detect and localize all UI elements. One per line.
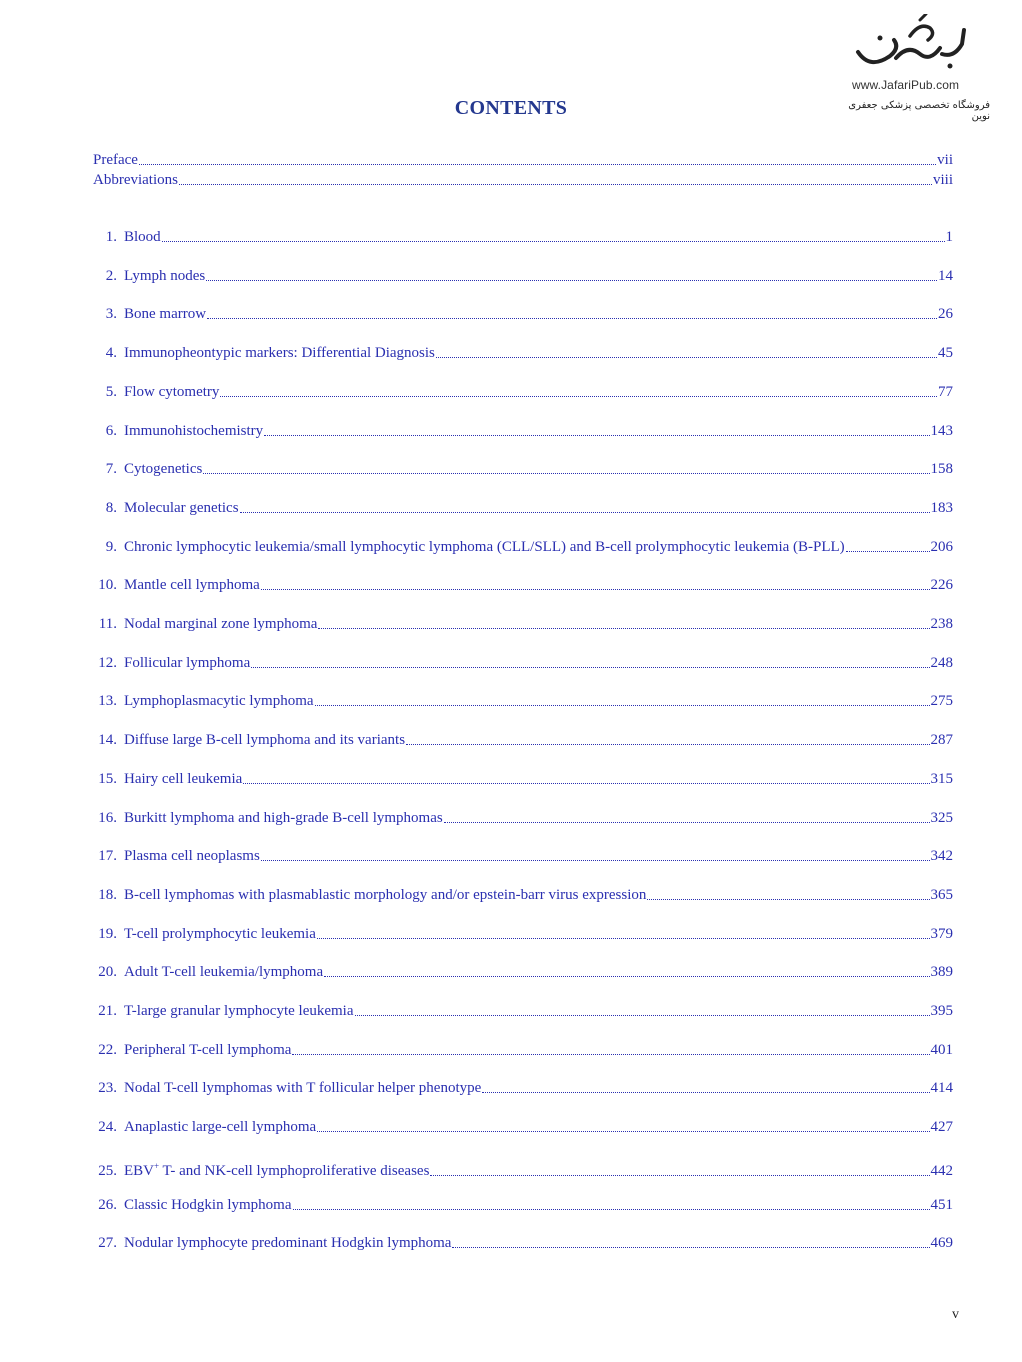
chapter-number: 2. bbox=[105, 267, 117, 284]
chapter-number: 19. bbox=[98, 925, 117, 942]
toc-chapter-entry[interactable] bbox=[93, 809, 953, 827]
toc-chapter-entry[interactable] bbox=[93, 576, 953, 594]
logo-url: www.JafariPub.com bbox=[852, 78, 960, 92]
chapter-number: 10. bbox=[98, 577, 117, 594]
entry-title[interactable]: Burkitt lymphoma and high-grade B-cell lymphomas bbox=[124, 809, 443, 826]
dot-leader bbox=[203, 469, 929, 474]
toc-chapter-entry[interactable] bbox=[93, 692, 953, 710]
chapter-number: 22. bbox=[98, 1041, 117, 1058]
entry-page-number: 389 bbox=[930, 964, 953, 981]
entry-title[interactable]: Immunopheontypic markers: Differential Diagnosis bbox=[124, 345, 435, 362]
toc-chapter-entry[interactable] bbox=[93, 925, 953, 943]
entry-title[interactable]: Lymphoplasmacytic lymphoma bbox=[124, 693, 314, 710]
entry-page-number: 365 bbox=[930, 886, 953, 903]
toc-chapter-entry[interactable] bbox=[93, 1196, 953, 1214]
dot-leader bbox=[243, 779, 929, 784]
chapter-number: 7. bbox=[105, 461, 117, 478]
chapter-number: 27. bbox=[98, 1235, 117, 1252]
toc-chapter-entry[interactable] bbox=[93, 1157, 953, 1180]
entry-title[interactable]: Bone marrow bbox=[124, 306, 207, 323]
dot-leader bbox=[406, 740, 929, 745]
chapter-number: 15. bbox=[98, 770, 117, 787]
entry-page-number: 226 bbox=[930, 577, 953, 594]
entry-page-number: 77 bbox=[938, 383, 953, 400]
entry-page-number: 395 bbox=[930, 1003, 953, 1019]
chapter-number: 23. bbox=[98, 1080, 117, 1097]
dot-leader bbox=[220, 392, 937, 397]
entry-title[interactable]: Nodal marginal zone lymphoma bbox=[124, 616, 318, 632]
entry-title[interactable]: Nodular lymphocyte predominant Hodgkin lymphoma bbox=[124, 1235, 452, 1252]
entry-title[interactable]: Blood bbox=[124, 229, 161, 245]
dot-leader bbox=[162, 237, 945, 242]
dot-leader bbox=[430, 1171, 929, 1176]
entry-title[interactable]: Chronic lymphocytic leukemia/small lymphocytic lymphoma (CLL/SLL) and B-cell prolymphocytic leukemia (B-PLL) bbox=[124, 538, 845, 555]
entry-page-number: viii bbox=[932, 172, 953, 188]
toc-chapter-entry[interactable] bbox=[93, 383, 953, 401]
entry-page-number: 238 bbox=[930, 616, 953, 632]
dot-leader bbox=[179, 180, 932, 185]
entry-title[interactable]: Anaplastic large-cell lymphoma bbox=[124, 1119, 317, 1136]
entry-title[interactable]: Hairy cell leukemia bbox=[124, 770, 243, 787]
toc-chapter-entry[interactable] bbox=[93, 1118, 953, 1136]
chapter-number: 13. bbox=[98, 693, 117, 710]
entry-page-number: 206 bbox=[930, 538, 953, 555]
calligraphy-logo-icon bbox=[850, 14, 970, 74]
toc-chapter-entry[interactable] bbox=[93, 886, 953, 904]
entry-title[interactable]: T-large granular lymphocyte leukemia bbox=[124, 1003, 354, 1019]
entry-page-number: 1 bbox=[945, 229, 953, 245]
dot-leader bbox=[444, 818, 930, 823]
entry-page-number: 469 bbox=[930, 1235, 953, 1252]
dot-leader bbox=[324, 972, 929, 977]
entry-page-number: 315 bbox=[930, 770, 953, 787]
dot-leader bbox=[293, 1205, 930, 1210]
toc-chapter-entry[interactable] bbox=[93, 615, 953, 633]
entry-title[interactable]: Plasma cell neoplasms bbox=[124, 848, 260, 865]
entry-title[interactable]: B-cell lymphomas with plasmablastic morphology and/or epstein-barr virus expression bbox=[124, 886, 647, 903]
dot-leader bbox=[647, 895, 929, 900]
page-title: CONTENTS bbox=[454, 97, 568, 119]
dot-leader bbox=[207, 314, 937, 319]
toc-chapter-entry[interactable] bbox=[93, 499, 953, 517]
entry-title[interactable]: Lymph nodes bbox=[124, 267, 206, 284]
entry-page-number: 442 bbox=[930, 1162, 953, 1179]
dot-leader bbox=[482, 1088, 929, 1093]
entry-page-number: 451 bbox=[930, 1196, 953, 1213]
dot-leader bbox=[318, 624, 929, 629]
dot-leader bbox=[436, 353, 937, 358]
dot-leader bbox=[317, 1127, 929, 1132]
chapter-number: 24. bbox=[98, 1119, 117, 1136]
entry-title[interactable]: Molecular genetics bbox=[124, 499, 239, 516]
chapter-number: 12. bbox=[98, 654, 117, 671]
toc-chapter-entry[interactable] bbox=[93, 305, 953, 323]
entry-page-number: 379 bbox=[930, 925, 953, 942]
toc-front-matter-entry[interactable] bbox=[93, 171, 953, 189]
entry-title[interactable]: Immunohistochemistry bbox=[124, 422, 264, 439]
entry-title[interactable]: T-cell prolymphocytic leukemia bbox=[124, 925, 316, 942]
dot-leader bbox=[317, 934, 930, 939]
chapter-number: 16. bbox=[98, 809, 117, 826]
chapter-number: 14. bbox=[98, 732, 117, 749]
chapter-number: 3. bbox=[105, 306, 117, 323]
toc-chapter-entry[interactable] bbox=[93, 731, 953, 749]
dot-leader bbox=[452, 1243, 929, 1248]
toc-chapter-entry[interactable] bbox=[93, 1234, 953, 1252]
entry-title[interactable]: Adult T-cell leukemia/lymphoma bbox=[124, 964, 324, 981]
entry-title[interactable]: Nodal T-cell lymphomas with T follicular helper phenotype bbox=[124, 1080, 482, 1097]
entry-page-number: 143 bbox=[930, 422, 953, 439]
entry-page-number: 325 bbox=[930, 809, 953, 826]
dot-leader bbox=[355, 1011, 930, 1016]
entry-page-number: 158 bbox=[930, 461, 953, 478]
entry-page-number: 414 bbox=[930, 1080, 953, 1097]
toc-chapter-entry[interactable] bbox=[93, 1002, 953, 1020]
page-number: v bbox=[952, 1307, 959, 1322]
chapter-number: 6. bbox=[105, 422, 117, 439]
entry-title[interactable]: Peripheral T-cell lymphoma bbox=[124, 1041, 292, 1058]
entry-page-number: 401 bbox=[930, 1041, 953, 1058]
entry-page-number: 427 bbox=[930, 1119, 953, 1136]
entry-page-number: 287 bbox=[930, 732, 953, 749]
dot-leader bbox=[206, 276, 937, 281]
entry-page-number: 14 bbox=[938, 267, 953, 284]
chapter-number: 1. bbox=[105, 229, 117, 245]
toc-chapter-entry[interactable] bbox=[93, 1079, 953, 1097]
chapter-number: 4. bbox=[105, 345, 117, 362]
toc-chapter-entry[interactable] bbox=[93, 847, 953, 865]
dot-leader bbox=[315, 701, 930, 706]
chapter-number: 11. bbox=[98, 616, 117, 632]
toc-chapter-entry[interactable] bbox=[93, 228, 953, 246]
entry-page-number: 248 bbox=[930, 654, 953, 671]
entry-page-number: 45 bbox=[938, 345, 953, 362]
toc-chapter-entry[interactable] bbox=[93, 770, 953, 788]
entry-page-number: 342 bbox=[930, 848, 953, 865]
chapter-number: 9. bbox=[105, 538, 117, 555]
chapter-number: 26. bbox=[98, 1196, 117, 1213]
toc-chapter-entry[interactable] bbox=[93, 422, 953, 440]
entry-title[interactable]: Cytogenetics bbox=[124, 461, 203, 478]
entry-title[interactable]: Diffuse large B-cell lymphoma and its variants bbox=[124, 732, 406, 749]
dot-leader bbox=[139, 160, 936, 165]
entry-title[interactable]: Flow cytometry bbox=[124, 383, 220, 400]
entry-title[interactable]: Classic Hodgkin lymphoma bbox=[124, 1196, 292, 1213]
entry-page-number: 183 bbox=[930, 499, 953, 516]
entry-page-number: 275 bbox=[930, 693, 953, 710]
dot-leader bbox=[261, 585, 930, 590]
entry-title[interactable]: Mantle cell lymphoma bbox=[124, 577, 260, 594]
dot-leader bbox=[292, 1050, 929, 1055]
entry-title[interactable]: EBV+ T- and NK-cell lymphoproliferative diseases bbox=[124, 1160, 430, 1179]
entry-title[interactable]: Preface bbox=[93, 152, 138, 168]
chapter-number: 17. bbox=[98, 848, 117, 865]
dot-leader bbox=[240, 508, 930, 513]
entry-title[interactable]: Follicular lymphoma bbox=[124, 654, 251, 671]
entry-title[interactable]: Abbreviations bbox=[93, 172, 178, 188]
toc-chapter-entry[interactable] bbox=[93, 267, 953, 285]
chapter-number: 5. bbox=[105, 383, 117, 400]
toc-front-matter-entry[interactable] bbox=[93, 151, 953, 169]
logo-tagline: فروشگاه تخصصی پزشکی جعفری نوین bbox=[848, 100, 990, 122]
toc-chapter-entry[interactable] bbox=[93, 344, 953, 362]
entry-page-number: 26 bbox=[938, 306, 953, 323]
chapter-number: 18. bbox=[98, 886, 117, 903]
chapter-number: 25. bbox=[98, 1162, 117, 1179]
toc-chapter-entry[interactable] bbox=[93, 963, 953, 981]
toc-chapter-entry[interactable] bbox=[93, 1041, 953, 1059]
toc-chapter-entry[interactable] bbox=[93, 460, 953, 478]
chapter-number: 8. bbox=[105, 499, 117, 516]
toc-chapter-entry[interactable] bbox=[93, 538, 953, 556]
dot-leader bbox=[846, 547, 930, 552]
chapter-number: 20. bbox=[98, 964, 117, 981]
dot-leader bbox=[261, 856, 930, 861]
chapter-number: 21. bbox=[98, 1003, 117, 1019]
toc-chapter-entry[interactable] bbox=[93, 654, 953, 672]
entry-page-number: vii bbox=[937, 152, 953, 168]
dot-leader bbox=[264, 431, 929, 436]
dot-leader bbox=[251, 663, 929, 668]
